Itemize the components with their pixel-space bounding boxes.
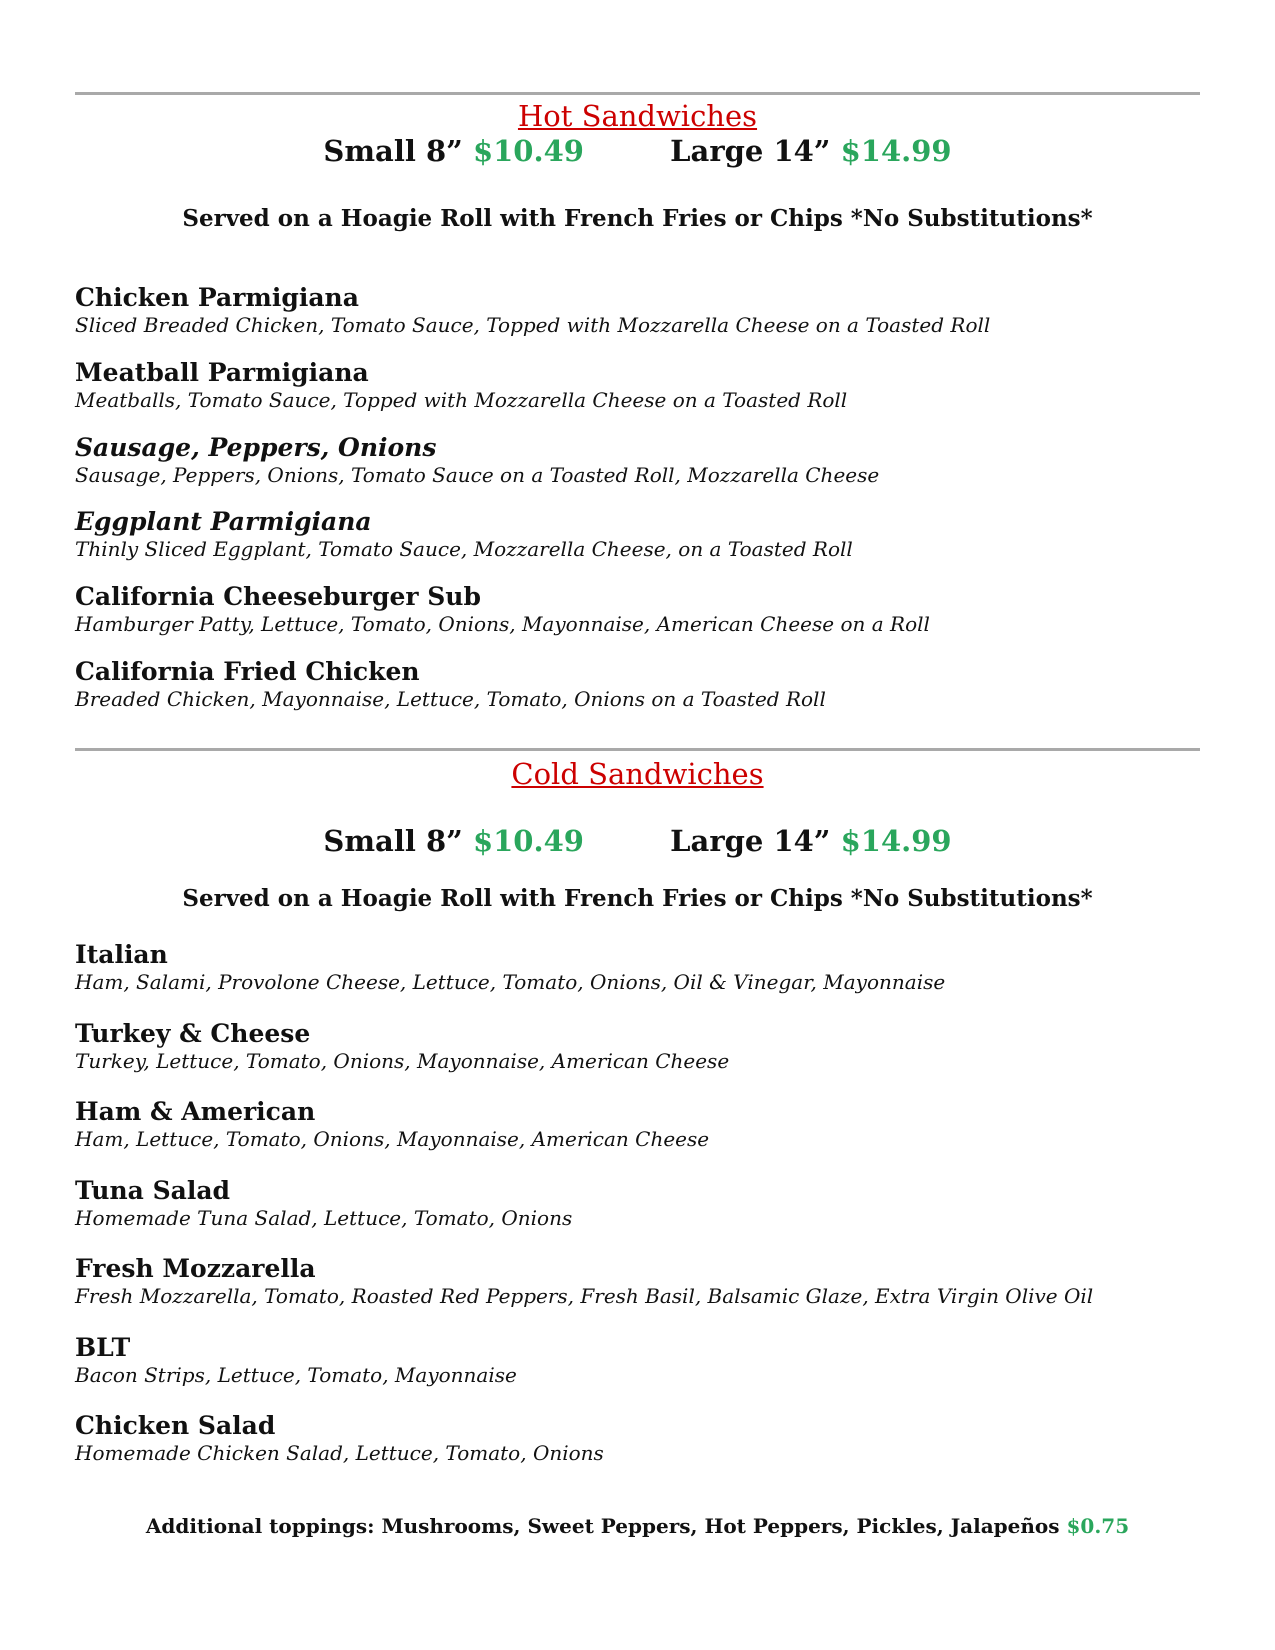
item-description: Ham, Salami, Provolone Cheese, Lettuce, Tomato, Onions, Oil & Vinegar, Mayonnaise	[75, 970, 946, 994]
menu-item	[75, 1412, 1200, 1466]
cold-served-note: Served on a Hoagie Roll with French Fries or Chips *No Substitutions*	[182, 885, 1093, 912]
menu-item	[75, 658, 1200, 712]
item-name: BLT	[75, 1333, 131, 1362]
item-name: Eggplant Parmigiana	[75, 507, 372, 536]
cold-small-price: $10.49	[472, 824, 584, 858]
hot-large-price: $14.99	[840, 134, 952, 168]
menu-item	[75, 434, 1200, 488]
item-description: Breaded Chicken, Mayonnaise, Lettuce, Tomato, Onions on a Toasted Roll	[75, 687, 826, 711]
item-description: Homemade Chicken Salad, Lettuce, Tomato, Onions	[75, 1441, 604, 1465]
item-description: Sliced Breaded Chicken, Tomato Sauce, Topped with Mozzarella Cheese on a Toasted Roll	[75, 313, 991, 337]
item-name: California Fried Chicken	[75, 657, 420, 686]
middle-divider	[75, 748, 1200, 751]
item-description: Hamburger Patty, Lettuce, Tomato, Onions, Mayonnaise, American Cheese on a Roll	[75, 612, 930, 636]
toppings-price: $0.75	[1066, 1514, 1130, 1538]
item-description: Bacon Strips, Lettuce, Tomato, Mayonnaise	[75, 1363, 517, 1387]
item-name: Chicken Salad	[75, 1411, 276, 1440]
item-name: Tuna Salad	[75, 1176, 230, 1205]
hot-small-price: $10.49	[472, 134, 584, 168]
hot-served-note: Served on a Hoagie Roll with French Fries or Chips *No Substitutions*	[182, 205, 1093, 232]
menu-item	[75, 1334, 1200, 1388]
hot-price-line	[0, 134, 1275, 168]
hot-section-title: Hot Sandwiches	[517, 99, 758, 133]
menu-item	[75, 284, 1200, 338]
item-description: Fresh Mozzarella, Tomato, Roasted Red Peppers, Fresh Basil, Balsamic Glaze, Extra Virgin Olive Oil	[75, 1284, 1094, 1308]
item-description: Homemade Tuna Salad, Lettuce, Tomato, Onions	[75, 1206, 573, 1230]
item-name: Fresh Mozzarella	[75, 1254, 316, 1283]
menu-item	[75, 1020, 1200, 1074]
item-name: Chicken Parmigiana	[75, 283, 359, 312]
hot-small-label: Small 8”	[323, 134, 463, 168]
toppings-text: Additional toppings: Mushrooms, Sweet Peppers, Hot Peppers, Pickles, Jalapeños	[145, 1514, 1060, 1538]
cold-small-label: Small 8”	[323, 824, 463, 858]
item-name: Sausage, Peppers, Onions	[75, 433, 437, 462]
item-description: Ham, Lettuce, Tomato, Onions, Mayonnaise, American Cheese	[75, 1127, 710, 1151]
item-description: Meatballs, Tomato Sauce, Topped with Mozzarella Cheese on a Toasted Roll	[75, 388, 848, 412]
cold-section-title: Cold Sandwiches	[511, 757, 764, 791]
menu-item	[75, 941, 1200, 995]
additional-toppings-note	[0, 1516, 1275, 1536]
item-name: Meatball Parmigiana	[75, 358, 369, 387]
item-name: Ham & American	[75, 1097, 316, 1126]
item-name: Turkey & Cheese	[75, 1019, 311, 1048]
item-description: Turkey, Lettuce, Tomato, Onions, Mayonnaise, American Cheese	[75, 1049, 730, 1073]
item-description: Sausage, Peppers, Onions, Tomato Sauce on a Toasted Roll, Mozzarella Cheese	[75, 463, 880, 487]
cold-price-line	[0, 824, 1275, 858]
menu-item	[75, 359, 1200, 413]
hot-large-label: Large 14”	[670, 134, 831, 168]
menu-item	[75, 1255, 1200, 1309]
cold-large-price: $14.99	[840, 824, 952, 858]
item-description: Thinly Sliced Eggplant, Tomato Sauce, Mozzarella Cheese, on a Toasted Roll	[75, 537, 853, 561]
item-name: Italian	[75, 940, 168, 969]
menu-item	[75, 1098, 1200, 1152]
item-name: California Cheeseburger Sub	[75, 582, 481, 611]
menu-item	[75, 508, 1200, 562]
top-divider	[75, 92, 1200, 95]
cold-large-label: Large 14”	[670, 824, 831, 858]
menu-item	[75, 1177, 1200, 1231]
menu-item	[75, 583, 1200, 637]
